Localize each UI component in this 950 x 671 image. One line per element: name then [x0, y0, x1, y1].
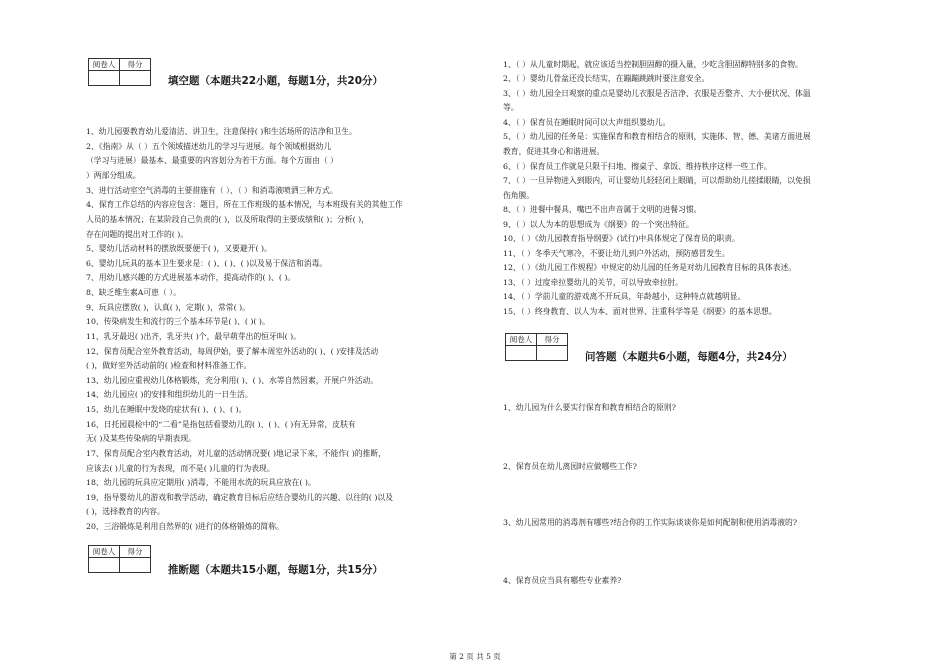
judge-line: 4、（ ）保育员在睡眠时间可以大声组织婴幼儿。 [503, 118, 671, 127]
fill-line: 5、婴幼儿活动材料的摆放既要便于( )，又要避开( )。 [86, 244, 272, 253]
judge-line: 15、（ ）终身教育、以人为本、面对世界、注重科学等是《纲要》的基本思想。 [503, 307, 777, 316]
judge-line: 5、（ ）幼儿园的任务是：实施保育和教育相结合的原则，实施体、智、德、美诸方面进展 [503, 132, 811, 141]
judge-line: 3、（ ）幼儿园全日观察的重点是婴幼儿衣服是否洁净、衣服是否整齐、大小便状况、体温 [503, 89, 811, 98]
score-box-grader-label: 阅卷人 [89, 59, 120, 71]
judge-line: 6、（ ）保育员工作就是只限于扫地、擦桌子、拿饭、维持秩序这样一些工作。 [503, 162, 772, 171]
fill-line: 12、保育员配合室外教育活动，每周伊始，要了解本周室外活动的( )、( )安排及活动 [86, 347, 379, 356]
fill-line: 4、保育工作总结的内容应包含：题目，所在工作班级的基本情况，与本班级有关的其他工作 [86, 200, 403, 209]
fill-line: 2、《指南》从（ ）五个领域描述幼儿的学习与进展。每个领域根据幼儿 [86, 142, 332, 151]
fill-line: 无( )及某些传染病的早期表现。 [86, 434, 196, 443]
score-box-score-label: 得分 [120, 546, 151, 558]
judge-line: 2、（ ）婴幼儿骨盆还没长结实，在蹦蹦跳跳时要注意安全。 [503, 74, 710, 83]
fill-line: 7、用幼儿感兴趣的方式进展基本动作，提高动作的( )、( )。 [86, 273, 296, 282]
fill-line: 8、缺乏维生素A可患（ ）。 [86, 288, 181, 297]
section-title-qa: 问答题（本题共6小题，每题4分，共24分） [585, 351, 793, 363]
fill-line: 11、乳牙最迟( )出齐，乳牙共( )个，最早萌芽出的恒牙叫( )。 [86, 332, 301, 341]
score-box-score-label: 得分 [537, 334, 568, 346]
score-box-score-label: 得分 [120, 59, 151, 71]
fill-line: ）两部分组成。 [86, 171, 141, 180]
fill-line: 3、进行活动室空气消毒的主要措施有（ ）、（ ）和消毒液喷洒三种方式。 [86, 186, 338, 195]
fill-line: 应该去( )儿童的行为表现，而不是( )儿童的行为表现。 [86, 464, 275, 473]
fill-line: 19、指导婴幼儿的游戏和教学活动，确定教育目标后应结合婴幼儿的兴趣、以往的( )以及 [86, 493, 393, 502]
fill-line: 存在问题的提出对工作的( )。 [86, 230, 189, 239]
qa-question: 3、幼儿园常用的消毒剂有哪些?结合你的工作实际谈谈你是如何配制和使用消毒液的? [503, 518, 798, 527]
fill-line: 13、幼儿园应重视幼儿体格锻炼，充分利用( )、( )、水等自然因素，开展户外活动。 [86, 376, 379, 385]
score-box-fill [88, 58, 151, 86]
judge-line: 7、（ ）一旦异物进入到眼内，可让婴幼儿轻轻闭上眼睛，可以帮助幼儿搓揉眼睛，以免损 [503, 176, 811, 185]
fill-line: ( )，选择教育的内容。 [86, 507, 165, 516]
fill-line: 14、幼儿园应( )的安排和组织幼儿的一日生活。 [86, 390, 253, 399]
page-footer: 第 2 页 共 5 页 [449, 652, 501, 661]
fill-line: 人员的基本情况；在某阶段自己负责的( )，以及所取得的主要成绩和( )；分析( )， [86, 215, 369, 224]
fill-line: 15、幼儿在睡眠中发烧的症状有( )、( )、( )。 [86, 405, 247, 414]
fill-line: 1、幼儿园要教育幼儿爱清洁、讲卫生，注意保持( )和生活场所的洁净和卫生。 [86, 127, 357, 136]
judge-line: 伤角膜。 [503, 191, 535, 200]
judge-line: 9、（ ）以人为本的思想成为《纲要》的一个突出特征。 [503, 220, 694, 229]
section-title-fill: 填空题（本题共22小题，每题1分，共20分） [168, 75, 384, 87]
qa-question: 2、保育员在幼儿离园时应做哪些工作? [503, 462, 637, 471]
fill-line: ( )，做好室外活动前的( )检查和材料准备工作。 [86, 361, 252, 370]
fill-line: 16、日托园晨检中的“二看”是指包括看婴幼儿的( )、( )、( )有无异常，皮肤有 [86, 420, 356, 429]
fill-line: 18、幼儿园的玩具应定期用( )消毒，不能用水洗的玩具应放在( )。 [86, 478, 316, 487]
fill-line: 20、三浴锻炼是利用自然界的( )进行的体格锻炼的简称。 [86, 522, 284, 531]
score-box-judge [88, 545, 151, 573]
judge-line: 14、（ ）学前儿童的游戏离不开玩具，年龄越小，这种特点就越明显。 [503, 292, 746, 301]
score-box-qa [505, 333, 568, 361]
score-box-grader-label: 阅卷人 [506, 334, 537, 346]
judge-line: 8、（ ）进餐中餐具、嘴巴不出声音属于文明的进餐习惯。 [503, 205, 702, 214]
judge-line: 12、（ ）《幼儿园工作规程》中规定的幼儿园的任务是对幼儿园教育目标的具体表述。 [503, 263, 797, 272]
fill-line: 10、传染病发生和流行的三个基本环节是( )、( )( )。 [86, 317, 270, 326]
fill-line: （学习与进展）最基本、最重要的内容划分为若干方面。每个方面由（ ） [86, 156, 338, 165]
score-box-grader-label: 阅卷人 [89, 546, 120, 558]
judge-line: 11、（ ）冬季天气寒冷，不要让幼儿到户外活动，预防感冒发生。 [503, 249, 730, 258]
judge-line: 13、（ ）过度牵拉婴幼儿的关节，可以导致牵拉肘。 [503, 278, 684, 287]
judge-line: 等。 [503, 103, 519, 112]
fill-line: 9、玩具应摆放( )，认真( )，定期( )，常常( )。 [86, 303, 250, 312]
qa-question: 1、幼儿园为什么要实行保育和教育相结合的原则? [503, 403, 676, 412]
fill-line: 17、保育员配合室内教育活动，对儿童的活动情况要( )地记录下来，不能作( )的推断， [86, 449, 386, 458]
qa-question: 4、保育员应当具有哪些专业素养? [503, 576, 622, 585]
judge-line: 教育，促进其身心和谐进展。 [503, 147, 605, 156]
judge-line: 10、（ ）《幼儿园教育指导纲要》(试行)中具体规定了保育员的职责。 [503, 234, 740, 243]
judge-line: 1、（ ）从儿童时期起，就应该适当控制胆固醇的摄入量，少吃含胆固醇特别多的食物。 [503, 60, 803, 69]
fill-line: 6、婴幼儿玩具的基本卫生要求是：( )、( )、( )以及易于保洁和消毒。 [86, 259, 328, 268]
section-title-judge: 推断题（本题共15小题，每题1分，共15分） [168, 564, 384, 576]
